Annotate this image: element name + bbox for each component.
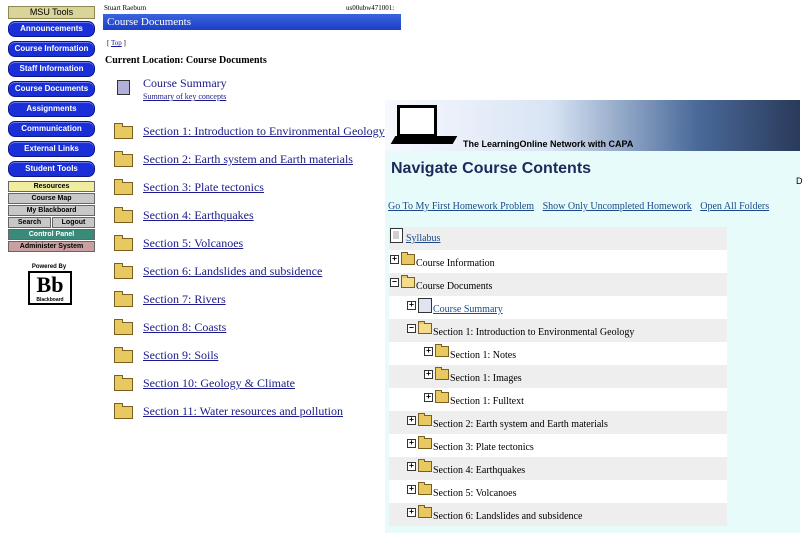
computer-logo-icon (393, 103, 457, 147)
expand-plus-icon[interactable]: + (390, 255, 399, 264)
tree-label[interactable]: Course Documents (416, 281, 493, 292)
tree-row (389, 457, 727, 480)
uncompleted-homework-link[interactable]: Show Only Uncompleted Homework (542, 201, 692, 212)
tree-row (389, 480, 727, 503)
navmap-icon (418, 298, 432, 313)
control-panel-button[interactable]: Control Panel (8, 229, 95, 240)
resources-button[interactable]: Resources (8, 181, 95, 192)
msu-tools-button[interactable]: MSU Tools (8, 6, 95, 19)
expand-plus-icon[interactable]: + (407, 485, 416, 494)
folder-icon (114, 210, 133, 223)
corner-letter: D (796, 176, 803, 186)
user-id: us00ubw471001: (346, 4, 395, 12)
blackboard-logo-text: Blackboard (36, 297, 64, 303)
section-link[interactable]: Section 3: Plate tectonics (143, 180, 264, 194)
tree-label[interactable]: Section 5: Volcanoes (433, 488, 517, 499)
folder-icon (114, 154, 133, 167)
user-name: Stuart Raeburn (104, 4, 147, 12)
blackboard-nav (0, 0, 100, 533)
syllabus-link[interactable]: Syllabus (406, 233, 441, 244)
expand-plus-icon[interactable]: + (407, 462, 416, 471)
expand-plus-icon[interactable]: + (424, 393, 433, 402)
folder-icon (418, 461, 432, 472)
folder-icon (114, 126, 133, 139)
nav-course-documents-button[interactable]: Course Documents (8, 81, 95, 97)
folder-icon (114, 182, 133, 195)
folder-icon (418, 438, 432, 449)
folder-icon (114, 238, 133, 251)
tree-row (389, 434, 727, 457)
expand-plus-icon[interactable]: + (407, 416, 416, 425)
nav-staff-information-button[interactable]: Staff Information (8, 61, 95, 77)
expand-plus-icon[interactable]: + (424, 370, 433, 379)
capa-header (385, 100, 800, 151)
blackboard-logo: Bb (28, 271, 72, 305)
tree-label[interactable]: Section 1: Introduction to Environmental Geology (433, 327, 635, 338)
search-button[interactable]: Search (8, 217, 51, 228)
folder-icon (114, 406, 133, 419)
tree-label[interactable]: Section 1: Fulltext (450, 396, 524, 407)
collapse-minus-icon[interactable]: − (390, 278, 399, 287)
open-all-folders-link[interactable]: Open All Folders (700, 201, 770, 212)
tree-row (389, 319, 727, 342)
action-links (388, 201, 775, 212)
section-link[interactable]: Section 10: Geology & Climate (143, 376, 295, 390)
administer-system-button[interactable]: Administer System (8, 241, 95, 252)
capa-tagline: The LearningOnline Network with CAPA (463, 139, 634, 149)
section-link[interactable]: Section 11: Water resources and pollution (143, 404, 343, 418)
document-icon (390, 228, 403, 243)
first-homework-link[interactable]: Go To My First Homework Problem (388, 201, 535, 212)
section-link[interactable]: Section 5: Volcanoes (143, 236, 244, 250)
expand-plus-icon[interactable]: + (424, 347, 433, 356)
course-map-button[interactable]: Course Map (8, 193, 95, 204)
nav-external-links-button[interactable]: External Links (8, 141, 95, 157)
nav-communication-button[interactable]: Communication (8, 121, 95, 137)
top-link-wrapper: [ Top ] (107, 39, 126, 47)
folder-icon (435, 369, 449, 380)
course-summary-link[interactable]: Summary of key concepts (143, 92, 227, 101)
section-link[interactable]: Section 7: Rivers (143, 292, 226, 306)
folder-icon (114, 294, 133, 307)
open-folder-icon (401, 277, 415, 288)
course-summary-link[interactable]: Course Summary (433, 304, 503, 315)
folder-icon (114, 266, 133, 279)
collapse-minus-icon[interactable]: − (407, 324, 416, 333)
current-location: Current Location: Course Documents (105, 55, 267, 66)
tree-row (389, 503, 727, 526)
nav-student-tools-button[interactable]: Student Tools (8, 161, 95, 177)
section-link[interactable]: Section 8: Coasts (143, 320, 227, 334)
tree-row (389, 227, 727, 250)
folder-icon (435, 392, 449, 403)
folder-icon (401, 254, 415, 265)
course-summary-title[interactable]: Course Summary (143, 76, 227, 90)
folder-icon (435, 346, 449, 357)
tree-row (389, 365, 727, 388)
tree-row (389, 273, 727, 296)
top-link[interactable]: Top (110, 39, 122, 47)
tree-label[interactable]: Section 3: Plate tectonics (433, 442, 534, 453)
folder-icon (418, 415, 432, 426)
logout-button[interactable]: Logout (52, 217, 95, 228)
nav-course-information-button[interactable]: Course Information (8, 41, 95, 57)
folder-icon (114, 322, 133, 335)
folder-icon (418, 507, 432, 518)
tree-label[interactable]: Course Information (416, 258, 495, 269)
expand-plus-icon[interactable]: + (407, 439, 416, 448)
expand-plus-icon[interactable]: + (407, 301, 416, 310)
tree-label[interactable]: Section 6: Landslides and subsidence (433, 511, 583, 522)
section-link[interactable]: Section 1: Introduction to Environmental Geology (143, 124, 385, 138)
tree-row (389, 411, 727, 434)
page-title: Navigate Course Contents (391, 160, 592, 177)
nav-assignments-button[interactable]: Assignments (8, 101, 95, 117)
section-link[interactable]: Section 4: Earthquakes (143, 208, 254, 222)
section-link[interactable]: Section 6: Landslides and subsidence (143, 264, 323, 278)
open-folder-icon (418, 323, 432, 334)
tree-label[interactable]: Section 4: Earthquakes (433, 465, 526, 476)
tree-row (389, 342, 727, 365)
expand-plus-icon[interactable]: + (407, 508, 416, 517)
tree-label[interactable]: Section 2: Earth system and Earth materials (433, 419, 608, 430)
folder-icon (114, 350, 133, 363)
tree-label[interactable]: Section 1: Notes (450, 350, 517, 361)
tree-row (389, 388, 727, 411)
my-blackboard-button[interactable]: My Blackboard (8, 205, 95, 216)
folder-icon (418, 484, 432, 495)
section-link[interactable]: Section 9: Soils (143, 348, 219, 362)
capa-window (385, 100, 803, 533)
powered-by-label: Powered By (31, 264, 67, 270)
page-banner: Course Documents (103, 14, 401, 30)
tree-row (389, 250, 727, 273)
tree-row (389, 296, 727, 319)
folder-icon (114, 378, 133, 391)
document-icon (117, 80, 130, 95)
tree-label[interactable]: Section 1: Images (450, 373, 522, 384)
nav-announcements-button[interactable]: Announcements (8, 21, 95, 37)
section-link[interactable]: Section 2: Earth system and Earth materials (143, 152, 353, 166)
